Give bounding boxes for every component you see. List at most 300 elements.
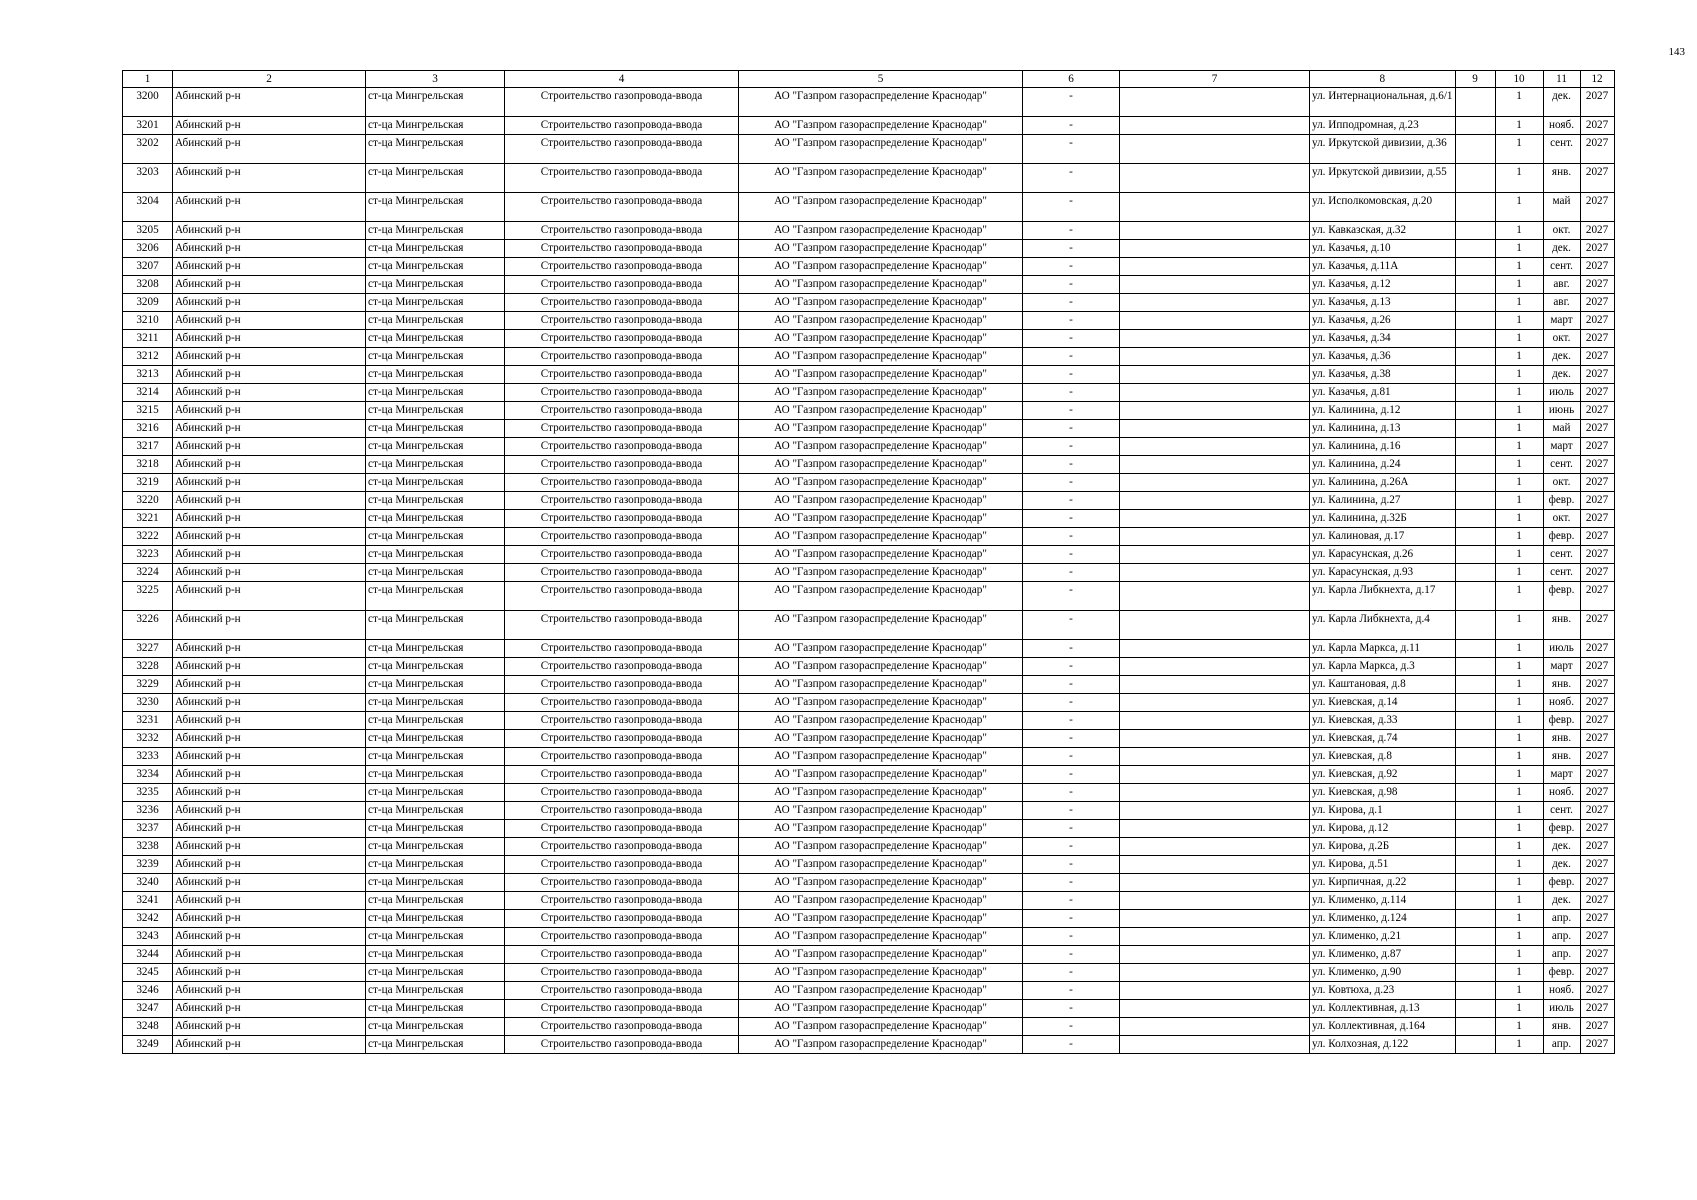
organization-cell: АО "Газпром газораспределение Краснодар": [739, 611, 1023, 640]
table-row: [123, 117, 1615, 135]
year-cell: 2027: [1580, 910, 1614, 928]
month-cell: февр.: [1543, 712, 1580, 730]
row-number: 3218: [123, 456, 173, 474]
page-number: 143: [1668, 46, 1685, 58]
year-cell: 2027: [1580, 658, 1614, 676]
row-number: 3221: [123, 510, 173, 528]
quantity-cell: 1: [1495, 1000, 1543, 1018]
work-type-cell: Строительство газопровода-ввода: [505, 964, 739, 982]
column-9-cell: [1455, 640, 1495, 658]
column-7-cell: [1120, 676, 1310, 694]
address-cell: ул. Киевская, д.98: [1310, 784, 1456, 802]
column-6-cell: -: [1023, 384, 1120, 402]
column-9-cell: [1455, 1018, 1495, 1036]
month-cell: июнь: [1543, 402, 1580, 420]
organization-cell: АО "Газпром газораспределение Краснодар": [739, 510, 1023, 528]
column-6-cell: -: [1023, 611, 1120, 640]
district-cell: Абинский р-н: [173, 802, 366, 820]
column-7-cell: [1120, 402, 1310, 420]
column-7-cell: [1120, 820, 1310, 838]
quantity-cell: 1: [1495, 193, 1543, 222]
year-cell: 2027: [1580, 492, 1614, 510]
organization-cell: АО "Газпром газораспределение Краснодар": [739, 528, 1023, 546]
work-type-cell: Строительство газопровода-ввода: [505, 193, 739, 222]
column-9-cell: [1455, 456, 1495, 474]
row-number: 3232: [123, 730, 173, 748]
work-type-cell: Строительство газопровода-ввода: [505, 164, 739, 193]
column-7-cell: [1120, 258, 1310, 276]
month-cell: янв.: [1543, 748, 1580, 766]
settlement-cell: ст-ца Мингрельская: [366, 820, 505, 838]
address-cell: ул. Казачья, д.34: [1310, 330, 1456, 348]
column-7-cell: [1120, 1036, 1310, 1054]
table-row: [123, 582, 1615, 611]
address-cell: ул. Киевская, д.92: [1310, 766, 1456, 784]
district-cell: Абинский р-н: [173, 582, 366, 611]
row-number: 3245: [123, 964, 173, 982]
district-cell: Абинский р-н: [173, 528, 366, 546]
quantity-cell: 1: [1495, 258, 1543, 276]
column-6-cell: -: [1023, 117, 1120, 135]
column-7-cell: [1120, 1018, 1310, 1036]
column-9-cell: [1455, 88, 1495, 117]
column-7-cell: [1120, 474, 1310, 492]
month-cell: дек.: [1543, 240, 1580, 258]
column-6-cell: -: [1023, 856, 1120, 874]
month-cell: февр.: [1543, 820, 1580, 838]
row-number: 3236: [123, 802, 173, 820]
month-cell: март: [1543, 766, 1580, 784]
month-cell: окт.: [1543, 474, 1580, 492]
organization-cell: АО "Газпром газораспределение Краснодар": [739, 240, 1023, 258]
column-6-cell: -: [1023, 294, 1120, 312]
column-7-cell: [1120, 730, 1310, 748]
work-type-cell: Строительство газопровода-ввода: [505, 640, 739, 658]
district-cell: Абинский р-н: [173, 474, 366, 492]
organization-cell: АО "Газпром газораспределение Краснодар": [739, 135, 1023, 164]
work-type-cell: Строительство газопровода-ввода: [505, 1018, 739, 1036]
row-number: 3202: [123, 135, 173, 164]
settlement-cell: ст-ца Мингрельская: [366, 712, 505, 730]
column-9-cell: [1455, 730, 1495, 748]
table-row: [123, 910, 1615, 928]
table-row: [123, 676, 1615, 694]
table-row: [123, 892, 1615, 910]
district-cell: Абинский р-н: [173, 348, 366, 366]
row-number: 3222: [123, 528, 173, 546]
year-cell: 2027: [1580, 874, 1614, 892]
quantity-cell: 1: [1495, 658, 1543, 676]
column-7-cell: [1120, 348, 1310, 366]
work-type-cell: Строительство газопровода-ввода: [505, 366, 739, 384]
column-6-cell: -: [1023, 135, 1120, 164]
district-cell: Абинский р-н: [173, 874, 366, 892]
table-row: [123, 456, 1615, 474]
quantity-cell: 1: [1495, 564, 1543, 582]
organization-cell: АО "Газпром газораспределение Краснодар": [739, 222, 1023, 240]
column-6-cell: -: [1023, 366, 1120, 384]
settlement-cell: ст-ца Мингрельская: [366, 276, 505, 294]
quantity-cell: 1: [1495, 384, 1543, 402]
column-7-cell: [1120, 384, 1310, 402]
organization-cell: АО "Газпром газораспределение Краснодар": [739, 384, 1023, 402]
district-cell: Абинский р-н: [173, 1036, 366, 1054]
column-6-cell: -: [1023, 222, 1120, 240]
settlement-cell: ст-ца Мингрельская: [366, 240, 505, 258]
column-6-cell: -: [1023, 402, 1120, 420]
settlement-cell: ст-ца Мингрельская: [366, 784, 505, 802]
address-cell: ул. Клименко, д.87: [1310, 946, 1456, 964]
column-6-cell: -: [1023, 712, 1120, 730]
settlement-cell: ст-ца Мингрельская: [366, 222, 505, 240]
column-6-cell: -: [1023, 582, 1120, 611]
column-9-cell: [1455, 240, 1495, 258]
work-type-cell: Строительство газопровода-ввода: [505, 694, 739, 712]
district-cell: Абинский р-н: [173, 611, 366, 640]
settlement-cell: ст-ца Мингрельская: [366, 658, 505, 676]
settlement-cell: ст-ца Мингрельская: [366, 528, 505, 546]
settlement-cell: ст-ца Мингрельская: [366, 492, 505, 510]
table-row: [123, 88, 1615, 117]
district-cell: Абинский р-н: [173, 420, 366, 438]
month-cell: июль: [1543, 1000, 1580, 1018]
organization-cell: АО "Газпром газораспределение Краснодар": [739, 330, 1023, 348]
district-cell: Абинский р-н: [173, 510, 366, 528]
address-cell: ул. Киевская, д.8: [1310, 748, 1456, 766]
organization-cell: АО "Газпром газораспределение Краснодар": [739, 582, 1023, 611]
organization-cell: АО "Газпром газораспределение Краснодар": [739, 856, 1023, 874]
quantity-cell: 1: [1495, 982, 1543, 1000]
organization-cell: АО "Газпром газораспределение Краснодар": [739, 1000, 1023, 1018]
column-6-cell: -: [1023, 676, 1120, 694]
table-row: [123, 1018, 1615, 1036]
quantity-cell: 1: [1495, 474, 1543, 492]
quantity-cell: 1: [1495, 135, 1543, 164]
year-cell: 2027: [1580, 222, 1614, 240]
quantity-cell: 1: [1495, 874, 1543, 892]
year-cell: 2027: [1580, 366, 1614, 384]
district-cell: Абинский р-н: [173, 784, 366, 802]
month-cell: апр.: [1543, 910, 1580, 928]
table-row: [123, 222, 1615, 240]
column-9-cell: [1455, 982, 1495, 1000]
month-cell: янв.: [1543, 676, 1580, 694]
year-cell: 2027: [1580, 420, 1614, 438]
year-cell: 2027: [1580, 348, 1614, 366]
quantity-cell: 1: [1495, 611, 1543, 640]
organization-cell: АО "Газпром газораспределение Краснодар": [739, 892, 1023, 910]
quantity-cell: 1: [1495, 402, 1543, 420]
column-7-cell: [1120, 1000, 1310, 1018]
column-9-cell: [1455, 258, 1495, 276]
column-7-cell: [1120, 420, 1310, 438]
column-7-cell: [1120, 330, 1310, 348]
row-number: 3226: [123, 611, 173, 640]
quantity-cell: 1: [1495, 582, 1543, 611]
organization-cell: АО "Газпром газораспределение Краснодар": [739, 874, 1023, 892]
column-6-cell: -: [1023, 982, 1120, 1000]
work-type-cell: Строительство газопровода-ввода: [505, 240, 739, 258]
column-9-cell: [1455, 546, 1495, 564]
organization-cell: АО "Газпром газораспределение Краснодар": [739, 964, 1023, 982]
column-7-cell: [1120, 748, 1310, 766]
organization-cell: АО "Газпром газораспределение Краснодар": [739, 640, 1023, 658]
column-7-cell: [1120, 312, 1310, 330]
column-6-cell: -: [1023, 528, 1120, 546]
row-number: 3248: [123, 1018, 173, 1036]
row-number: 3203: [123, 164, 173, 193]
table-row: [123, 640, 1615, 658]
work-type-cell: Строительство газопровода-ввода: [505, 528, 739, 546]
work-type-cell: Строительство газопровода-ввода: [505, 1000, 739, 1018]
organization-cell: АО "Газпром газораспределение Краснодар": [739, 838, 1023, 856]
address-cell: ул. Калинина, д.13: [1310, 420, 1456, 438]
organization-cell: АО "Газпром газораспределение Краснодар": [739, 456, 1023, 474]
table-row: [123, 611, 1615, 640]
year-cell: 2027: [1580, 694, 1614, 712]
row-number: 3237: [123, 820, 173, 838]
row-number: 3230: [123, 694, 173, 712]
work-type-cell: Строительство газопровода-ввода: [505, 910, 739, 928]
row-number: 3238: [123, 838, 173, 856]
settlement-cell: ст-ца Мингрельская: [366, 117, 505, 135]
quantity-cell: 1: [1495, 748, 1543, 766]
year-cell: 2027: [1580, 193, 1614, 222]
work-type-cell: Строительство газопровода-ввода: [505, 492, 739, 510]
month-cell: окт.: [1543, 510, 1580, 528]
district-cell: Абинский р-н: [173, 676, 366, 694]
column-7-cell: [1120, 164, 1310, 193]
settlement-cell: ст-ца Мингрельская: [366, 384, 505, 402]
settlement-cell: ст-ца Мингрельская: [366, 193, 505, 222]
organization-cell: АО "Газпром газораспределение Краснодар": [739, 928, 1023, 946]
column-7-cell: [1120, 946, 1310, 964]
address-cell: ул. Казачья, д.12: [1310, 276, 1456, 294]
quantity-cell: 1: [1495, 330, 1543, 348]
column-9-cell: [1455, 1036, 1495, 1054]
quantity-cell: 1: [1495, 784, 1543, 802]
column-9-cell: [1455, 474, 1495, 492]
quantity-cell: 1: [1495, 456, 1543, 474]
settlement-cell: ст-ца Мингрельская: [366, 546, 505, 564]
organization-cell: АО "Газпром газораспределение Краснодар": [739, 117, 1023, 135]
quantity-cell: 1: [1495, 117, 1543, 135]
table-row: [123, 982, 1615, 1000]
column-9-cell: [1455, 838, 1495, 856]
year-cell: 2027: [1580, 528, 1614, 546]
year-cell: 2027: [1580, 88, 1614, 117]
organization-cell: АО "Газпром газораспределение Краснодар": [739, 784, 1023, 802]
district-cell: Абинский р-н: [173, 730, 366, 748]
quantity-cell: 1: [1495, 294, 1543, 312]
address-cell: ул. Карла Либкнехта, д.4: [1310, 611, 1456, 640]
row-number: 3225: [123, 582, 173, 611]
month-cell: авг.: [1543, 276, 1580, 294]
row-number: 3210: [123, 312, 173, 330]
row-number: 3239: [123, 856, 173, 874]
organization-cell: АО "Газпром газораспределение Краснодар": [739, 820, 1023, 838]
month-cell: апр.: [1543, 1036, 1580, 1054]
settlement-cell: ст-ца Мингрельская: [366, 1000, 505, 1018]
district-cell: Абинский р-н: [173, 694, 366, 712]
column-header-2: 2: [173, 71, 366, 88]
month-cell: дек.: [1543, 838, 1580, 856]
column-9-cell: [1455, 766, 1495, 784]
row-number: 3208: [123, 276, 173, 294]
address-cell: ул. Карла Маркса, д.3: [1310, 658, 1456, 676]
address-cell: ул. Клименко, д.90: [1310, 964, 1456, 982]
year-cell: 2027: [1580, 456, 1614, 474]
column-9-cell: [1455, 510, 1495, 528]
month-cell: февр.: [1543, 964, 1580, 982]
row-number: 3247: [123, 1000, 173, 1018]
organization-cell: АО "Газпром газораспределение Краснодар": [739, 88, 1023, 117]
address-cell: ул. Исполкомовская, д.20: [1310, 193, 1456, 222]
month-cell: дек.: [1543, 366, 1580, 384]
row-number: 3201: [123, 117, 173, 135]
row-number: 3204: [123, 193, 173, 222]
column-9-cell: [1455, 164, 1495, 193]
settlement-cell: ст-ца Мингрельская: [366, 802, 505, 820]
settlement-cell: ст-ца Мингрельская: [366, 582, 505, 611]
column-header-3: 3: [366, 71, 505, 88]
address-cell: ул. Калинина, д.12: [1310, 402, 1456, 420]
district-cell: Абинский р-н: [173, 88, 366, 117]
settlement-cell: ст-ца Мингрельская: [366, 640, 505, 658]
column-7-cell: [1120, 766, 1310, 784]
quantity-cell: 1: [1495, 438, 1543, 456]
row-number: 3228: [123, 658, 173, 676]
address-cell: ул. Иркутской дивизии, д.55: [1310, 164, 1456, 193]
organization-cell: АО "Газпром газораспределение Краснодар": [739, 294, 1023, 312]
row-number: 3219: [123, 474, 173, 492]
column-9-cell: [1455, 892, 1495, 910]
column-9-cell: [1455, 348, 1495, 366]
district-cell: Абинский р-н: [173, 964, 366, 982]
organization-cell: АО "Газпром газораспределение Краснодар": [739, 730, 1023, 748]
row-number: 3200: [123, 88, 173, 117]
month-cell: февр.: [1543, 874, 1580, 892]
district-cell: Абинский р-н: [173, 658, 366, 676]
address-cell: ул. Калинина, д.16: [1310, 438, 1456, 456]
row-number: 3235: [123, 784, 173, 802]
table-row: [123, 802, 1615, 820]
year-cell: 2027: [1580, 712, 1614, 730]
settlement-cell: ст-ца Мингрельская: [366, 420, 505, 438]
month-cell: май: [1543, 193, 1580, 222]
organization-cell: АО "Газпром газораспределение Краснодар": [739, 802, 1023, 820]
row-number: 3231: [123, 712, 173, 730]
year-cell: 2027: [1580, 730, 1614, 748]
month-cell: янв.: [1543, 730, 1580, 748]
table-row: [123, 928, 1615, 946]
column-7-cell: [1120, 117, 1310, 135]
month-cell: сент.: [1543, 258, 1580, 276]
year-cell: 2027: [1580, 802, 1614, 820]
table-row: [123, 193, 1615, 222]
settlement-cell: ст-ца Мингрельская: [366, 856, 505, 874]
settlement-cell: ст-ца Мингрельская: [366, 694, 505, 712]
table-row: [123, 1036, 1615, 1054]
table-row: [123, 276, 1615, 294]
year-cell: 2027: [1580, 135, 1614, 164]
quantity-cell: 1: [1495, 492, 1543, 510]
year-cell: 2027: [1580, 510, 1614, 528]
organization-cell: АО "Газпром газораспределение Краснодар": [739, 1018, 1023, 1036]
quantity-cell: 1: [1495, 910, 1543, 928]
work-type-cell: Строительство газопровода-ввода: [505, 928, 739, 946]
year-cell: 2027: [1580, 784, 1614, 802]
organization-cell: АО "Газпром газораспределение Краснодар": [739, 564, 1023, 582]
district-cell: Абинский р-н: [173, 564, 366, 582]
column-7-cell: [1120, 438, 1310, 456]
organization-cell: АО "Газпром газораспределение Краснодар": [739, 748, 1023, 766]
month-cell: февр.: [1543, 492, 1580, 510]
column-header-8: 8: [1310, 71, 1456, 88]
table-row: [123, 1000, 1615, 1018]
quantity-cell: 1: [1495, 694, 1543, 712]
column-6-cell: -: [1023, 330, 1120, 348]
table-row: [123, 294, 1615, 312]
month-cell: дек.: [1543, 856, 1580, 874]
district-cell: Абинский р-н: [173, 856, 366, 874]
quantity-cell: 1: [1495, 802, 1543, 820]
column-header-1: 1: [123, 71, 173, 88]
settlement-cell: ст-ца Мингрельская: [366, 366, 505, 384]
table-row: [123, 964, 1615, 982]
column-7-cell: [1120, 964, 1310, 982]
district-cell: Абинский р-н: [173, 276, 366, 294]
district-cell: Абинский р-н: [173, 240, 366, 258]
year-cell: 2027: [1580, 946, 1614, 964]
quantity-cell: 1: [1495, 528, 1543, 546]
month-cell: дек.: [1543, 348, 1580, 366]
organization-cell: АО "Газпром газораспределение Краснодар": [739, 946, 1023, 964]
year-cell: 2027: [1580, 838, 1614, 856]
column-6-cell: -: [1023, 258, 1120, 276]
quantity-cell: 1: [1495, 676, 1543, 694]
organization-cell: АО "Газпром газораспределение Краснодар": [739, 492, 1023, 510]
month-cell: нояб.: [1543, 784, 1580, 802]
year-cell: 2027: [1580, 856, 1614, 874]
column-7-cell: [1120, 510, 1310, 528]
month-cell: янв.: [1543, 611, 1580, 640]
column-6-cell: -: [1023, 88, 1120, 117]
column-9-cell: [1455, 582, 1495, 611]
district-cell: Абинский р-н: [173, 1000, 366, 1018]
settlement-cell: ст-ца Мингрельская: [366, 474, 505, 492]
quantity-cell: 1: [1495, 820, 1543, 838]
address-cell: ул. Казачья, д.13: [1310, 294, 1456, 312]
district-cell: Абинский р-н: [173, 640, 366, 658]
row-number: 3213: [123, 366, 173, 384]
year-cell: 2027: [1580, 402, 1614, 420]
work-type-cell: Строительство газопровода-ввода: [505, 820, 739, 838]
row-number: 3243: [123, 928, 173, 946]
column-9-cell: [1455, 564, 1495, 582]
table-row: [123, 135, 1615, 164]
column-6-cell: -: [1023, 474, 1120, 492]
column-7-cell: [1120, 135, 1310, 164]
column-9-cell: [1455, 276, 1495, 294]
row-number: 3217: [123, 438, 173, 456]
row-number: 3241: [123, 892, 173, 910]
column-7-cell: [1120, 802, 1310, 820]
organization-cell: АО "Газпром газораспределение Краснодар": [739, 348, 1023, 366]
year-cell: 2027: [1580, 982, 1614, 1000]
settlement-cell: ст-ца Мингрельская: [366, 748, 505, 766]
row-number: 3212: [123, 348, 173, 366]
